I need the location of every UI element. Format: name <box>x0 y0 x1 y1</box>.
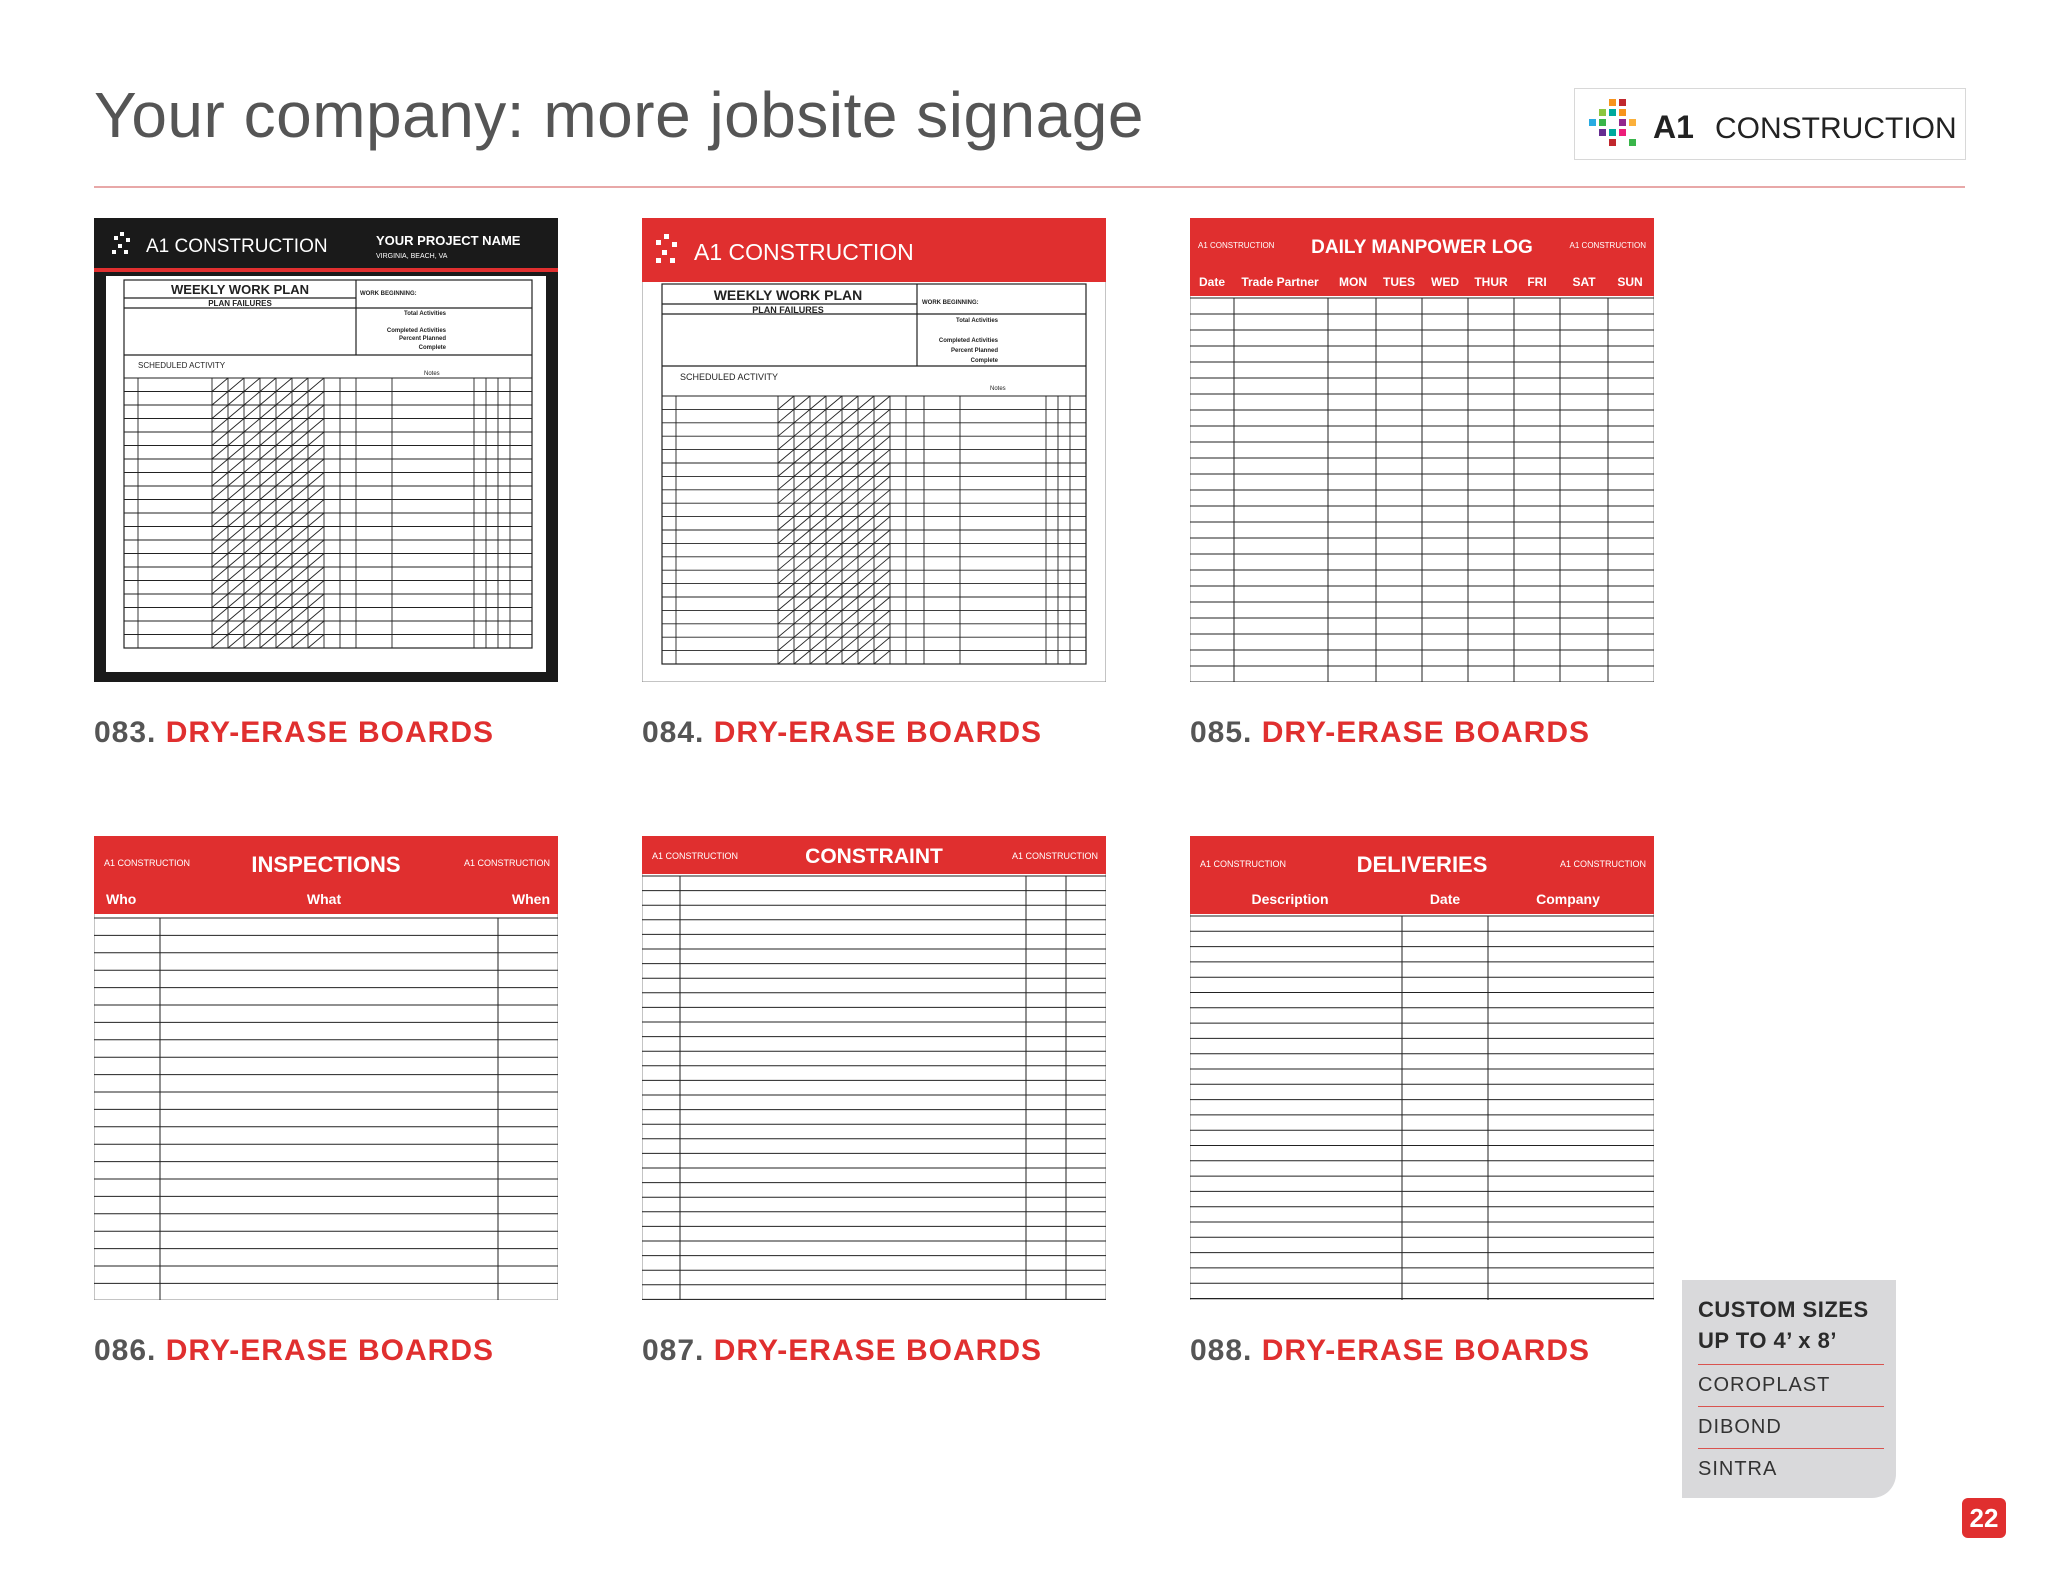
caption-label: DRY-ERASE BOARDS <box>165 716 494 749</box>
board-086-brand-right: A1 CONSTRUCTION <box>463 858 550 868</box>
custom-sizes-heading-line-1: CUSTOM SIZES <box>1698 1297 1869 1322</box>
board-084-completed: Completed Activities <box>938 338 998 344</box>
caption-label: DRY-ERASE BOARDS <box>713 1334 1042 1367</box>
caption-084 <box>642 716 1042 750</box>
board-084-total-activities: Total Activities <box>955 318 998 324</box>
board-086-title: INSPECTIONS <box>251 852 401 877</box>
caption-085 <box>1190 716 1590 750</box>
board-088-col-company: Company <box>1536 891 1600 907</box>
material-sintra: SINTRA <box>1698 1458 1778 1480</box>
board-086-col-who: Who <box>106 891 137 907</box>
board-083-completed: Completed Activities <box>386 328 446 334</box>
board-084-subtitle: PLAN FAILURES <box>752 305 824 315</box>
caption-number: 088. <box>1190 1334 1253 1367</box>
board-085-col-header: TUES <box>1382 275 1416 289</box>
board-083-percent: Percent Planned <box>398 336 446 342</box>
board-083-image <box>94 218 558 682</box>
board-083-complete: Complete <box>418 345 446 351</box>
divider <box>1698 1448 1884 1449</box>
caption-number: 084. <box>642 716 705 749</box>
page-title: Your company: more jobsite signage <box>94 79 1144 151</box>
board-083-activity: SCHEDULED ACTIVITY <box>138 361 226 370</box>
caption-number: 083. <box>94 716 157 749</box>
board-087-title: CONSTRAINT <box>805 845 943 868</box>
board-087-brand-right: A1 CONSTRUCTION <box>1011 851 1098 861</box>
board-084-complete: Complete <box>970 358 998 364</box>
board-085-col-header: SUN <box>1617 275 1643 289</box>
board-083-project: YOUR PROJECT NAME <box>376 233 521 248</box>
custom-sizes-heading <box>1698 1294 1869 1356</box>
board-086-col-what: What <box>306 891 342 907</box>
board-086-brand-left: A1 CONSTRUCTION <box>104 858 191 868</box>
caption-label: DRY-ERASE BOARDS <box>1261 1334 1590 1367</box>
material-coroplast: COROPLAST <box>1698 1374 1831 1396</box>
board-084-activity: SCHEDULED ACTIVITY <box>680 372 779 382</box>
board-087-image <box>642 836 1106 1300</box>
board-086-col-when: When <box>511 891 550 907</box>
board-085-col-header: Date <box>1198 275 1226 289</box>
caption-088 <box>1190 1334 1590 1368</box>
board-088-brand-right: A1 CONSTRUCTION <box>1559 859 1646 869</box>
board-083-notes: Notes <box>424 371 440 377</box>
caption-083 <box>94 716 494 750</box>
caption-label: DRY-ERASE BOARDS <box>165 1334 494 1367</box>
custom-sizes-heading-line-2: UP TO 4’ x 8’ <box>1698 1328 1837 1353</box>
board-084-notes: Notes <box>990 386 1006 392</box>
board-084-title: WEEKLY WORK PLAN <box>713 287 863 303</box>
board-088-col-description: Description <box>1251 891 1329 907</box>
page-number: 22 <box>1962 1498 2006 1538</box>
board-085-col-header: WED <box>1431 275 1459 289</box>
caption-label: DRY-ERASE BOARDS <box>1261 716 1590 749</box>
board-084-grid <box>662 396 1086 664</box>
board-084-work-beginning: WORK BEGINNING: <box>922 300 979 306</box>
board-085-col-header: FRI <box>1527 275 1547 289</box>
caption-number: 087. <box>642 1334 705 1367</box>
divider <box>1698 1406 1884 1407</box>
board-085-brand-right: A1 CONSTRUCTION <box>1569 241 1646 250</box>
board-085-col-header: SAT <box>1572 275 1596 289</box>
board-085-col-header: THUR <box>1474 275 1508 289</box>
board-084-percent: Percent Planned <box>950 348 998 354</box>
board-083-brand: A1 CONSTRUCTION <box>146 236 328 257</box>
logo-brand-rest: CONSTRUCTION <box>1715 112 1957 145</box>
board-083-subtitle: PLAN FAILURES <box>208 299 272 308</box>
board-088-title: DELIVERIES <box>1356 852 1488 877</box>
board-085-brand-left: A1 CONSTRUCTION <box>1198 241 1275 250</box>
board-088-image <box>1190 836 1654 1300</box>
caption-number: 086. <box>94 1334 157 1367</box>
company-logo <box>1574 88 1966 160</box>
divider <box>1698 1364 1884 1365</box>
board-083-work-beginning: WORK BEGINNING: <box>360 291 417 297</box>
board-083-title: WEEKLY WORK PLAN <box>171 282 309 297</box>
board-084-brand: A1 CONSTRUCTION <box>694 239 914 265</box>
board-088-brand-left: A1 CONSTRUCTION <box>1200 859 1287 869</box>
logo-brand-strong: A1 <box>1653 109 1694 145</box>
board-084-image <box>642 218 1106 682</box>
board-083-total-activities: Total Activities <box>403 311 446 317</box>
caption-087 <box>642 1334 1042 1368</box>
pixel-mosaic-logo-icon <box>1589 99 1636 146</box>
header-divider <box>94 186 1965 188</box>
caption-086 <box>94 1334 494 1368</box>
caption-number: 085. <box>1190 716 1253 749</box>
board-085-title: DAILY MANPOWER LOG <box>1311 237 1533 258</box>
custom-sizes-panel <box>1682 1280 1896 1498</box>
board-086-image <box>94 836 558 1300</box>
board-083-grid <box>124 378 532 648</box>
board-083-location: VIRGINIA, BEACH, VA <box>376 253 448 260</box>
board-088-col-date: Date <box>1429 891 1461 907</box>
board-087-brand-left: A1 CONSTRUCTION <box>652 851 739 861</box>
material-dibond: DIBOND <box>1698 1416 1782 1438</box>
board-085-col-header: MON <box>1339 275 1367 289</box>
board-085-col-header: Trade Partner <box>1241 275 1319 289</box>
board-085-image <box>1190 218 1654 682</box>
caption-label: DRY-ERASE BOARDS <box>713 716 1042 749</box>
